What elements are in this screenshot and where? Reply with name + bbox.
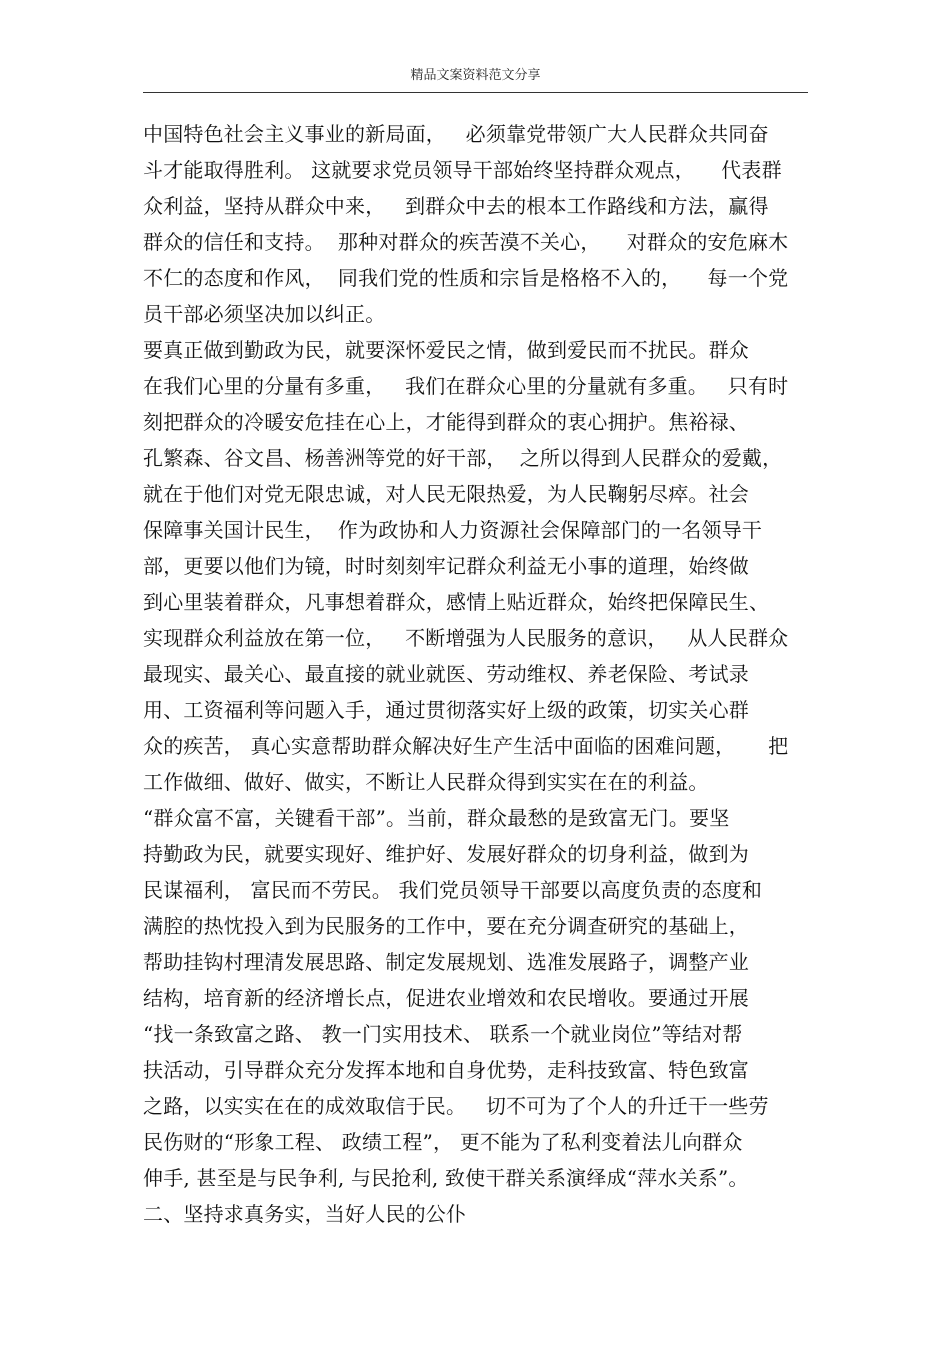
body-line: 满腔的热忱投入到为民服务的工作中，要在充分调查研究的基础上， <box>143 914 749 938</box>
body-line: 之路，以实实在在的成效取信于民。 切不可为了个人的升迁干一些劳 <box>143 1094 769 1118</box>
body-line: 中国特色社会主义事业的新局面， 必须靠党带领广大人民群众共同奋 <box>143 122 769 146</box>
body-line: 实现群众利益放在第一位， 不断增强为人民服务的意识， 从人民群众 <box>143 626 789 650</box>
body-line: 要真正做到勤政为民，就要深怀爱民之情，做到爱民而不扰民。群众 <box>143 338 749 362</box>
body-line: 到心里装着群众，凡事想着群众，感情上贴近群众，始终把保障民生、 <box>143 590 770 614</box>
body-line: 众利益，坚持从群众中来， 到群众中去的根本工作路线和方法，赢得 <box>143 194 769 218</box>
body-line: “找一条致富之路、 教一门实用技术、 联系一个就业岗位”等结对帮 <box>143 1022 743 1046</box>
body-line: “群众富不富，关键看干部”。当前，群众最愁的是致富无门。要坚 <box>143 806 730 830</box>
body-line: 就在于他们对党无限忠诚，对人民无限热爱，为人民鞠躬尽瘁。社会 <box>143 482 749 506</box>
body-line: 结构，培育新的经济增长点，促进农业增效和农民增收。要通过开展 <box>143 986 749 1010</box>
body-line: 民伤财的“形象工程、 政绩工程”， 更不能为了私利变着法儿向群众 <box>143 1130 743 1154</box>
body-line: 工作做细、做好、做实，不断让人民群众得到实实在在的利益。 <box>143 770 709 794</box>
body-line: 扶活动，引导群众充分发挥本地和自身优势，走科技致富、特色致富 <box>143 1058 749 1082</box>
body-line: 不仁的态度和作风， 同我们党的性质和宗旨是格格不入的， 每一个党 <box>143 266 789 290</box>
body-line: 最现实、最关心、最直接的就业就医、劳动维权、养老保险、考试录 <box>143 662 749 686</box>
body-line: 持勤政为民，就要实现好、维护好、发展好群众的切身利益，做到为 <box>143 842 749 866</box>
page-header <box>143 64 808 93</box>
section-heading: 二、坚持求真务实，当好人民的公仆 <box>143 1202 467 1226</box>
body-line: 帮助挂钩村理清发展思路、制定发展规划、选准发展路子，调整产业 <box>143 950 749 974</box>
body-line: 众的疾苦， 真心实意帮助群众解决好生产生活中面临的困难问题， 把 <box>143 734 789 758</box>
body-line: 保障事关国计民生， 作为政协和人力资源社会保障部门的一名领导干 <box>143 518 763 542</box>
body-line: 部，更要以他们为镜，时时刻刻牢记群众利益无小事的道理，始终做 <box>143 554 749 578</box>
document-body <box>143 116 823 1232</box>
body-line: 伸手, 甚至是与民争利, 与民抢利, 致使干群关系演绎成“萍水关系”。 <box>143 1166 749 1190</box>
body-line: 群众的信任和支持。 那种对群众的疾苦漠不关心， 对群众的安危麻木 <box>143 230 789 254</box>
body-line: 员干部必须坚决加以纠正。 <box>143 302 386 326</box>
body-line: 刻把群众的冷暖安危挂在心上，才能得到群众的衷心拥护。焦裕禄、 <box>143 410 749 434</box>
body-line: 在我们心里的分量有多重， 我们在群众心里的分量就有多重。 只有时 <box>143 374 789 398</box>
header-text: 精品文案资料范文分享 <box>410 68 541 83</box>
body-line: 用、工资福利等问题入手，通过贯彻落实好上级的政策，切实关心群 <box>143 698 749 722</box>
body-line: 斗才能取得胜利。 这就要求党员领导干部始终坚持群众观点， 代表群 <box>143 158 782 182</box>
body-line: 孔繁森、谷文昌、杨善洲等党的好干部， 之所以得到人民群众的爱戴， <box>143 446 783 470</box>
body-line: 民谋福利， 富民而不劳民。 我们党员领导干部要以高度负责的态度和 <box>143 878 763 902</box>
